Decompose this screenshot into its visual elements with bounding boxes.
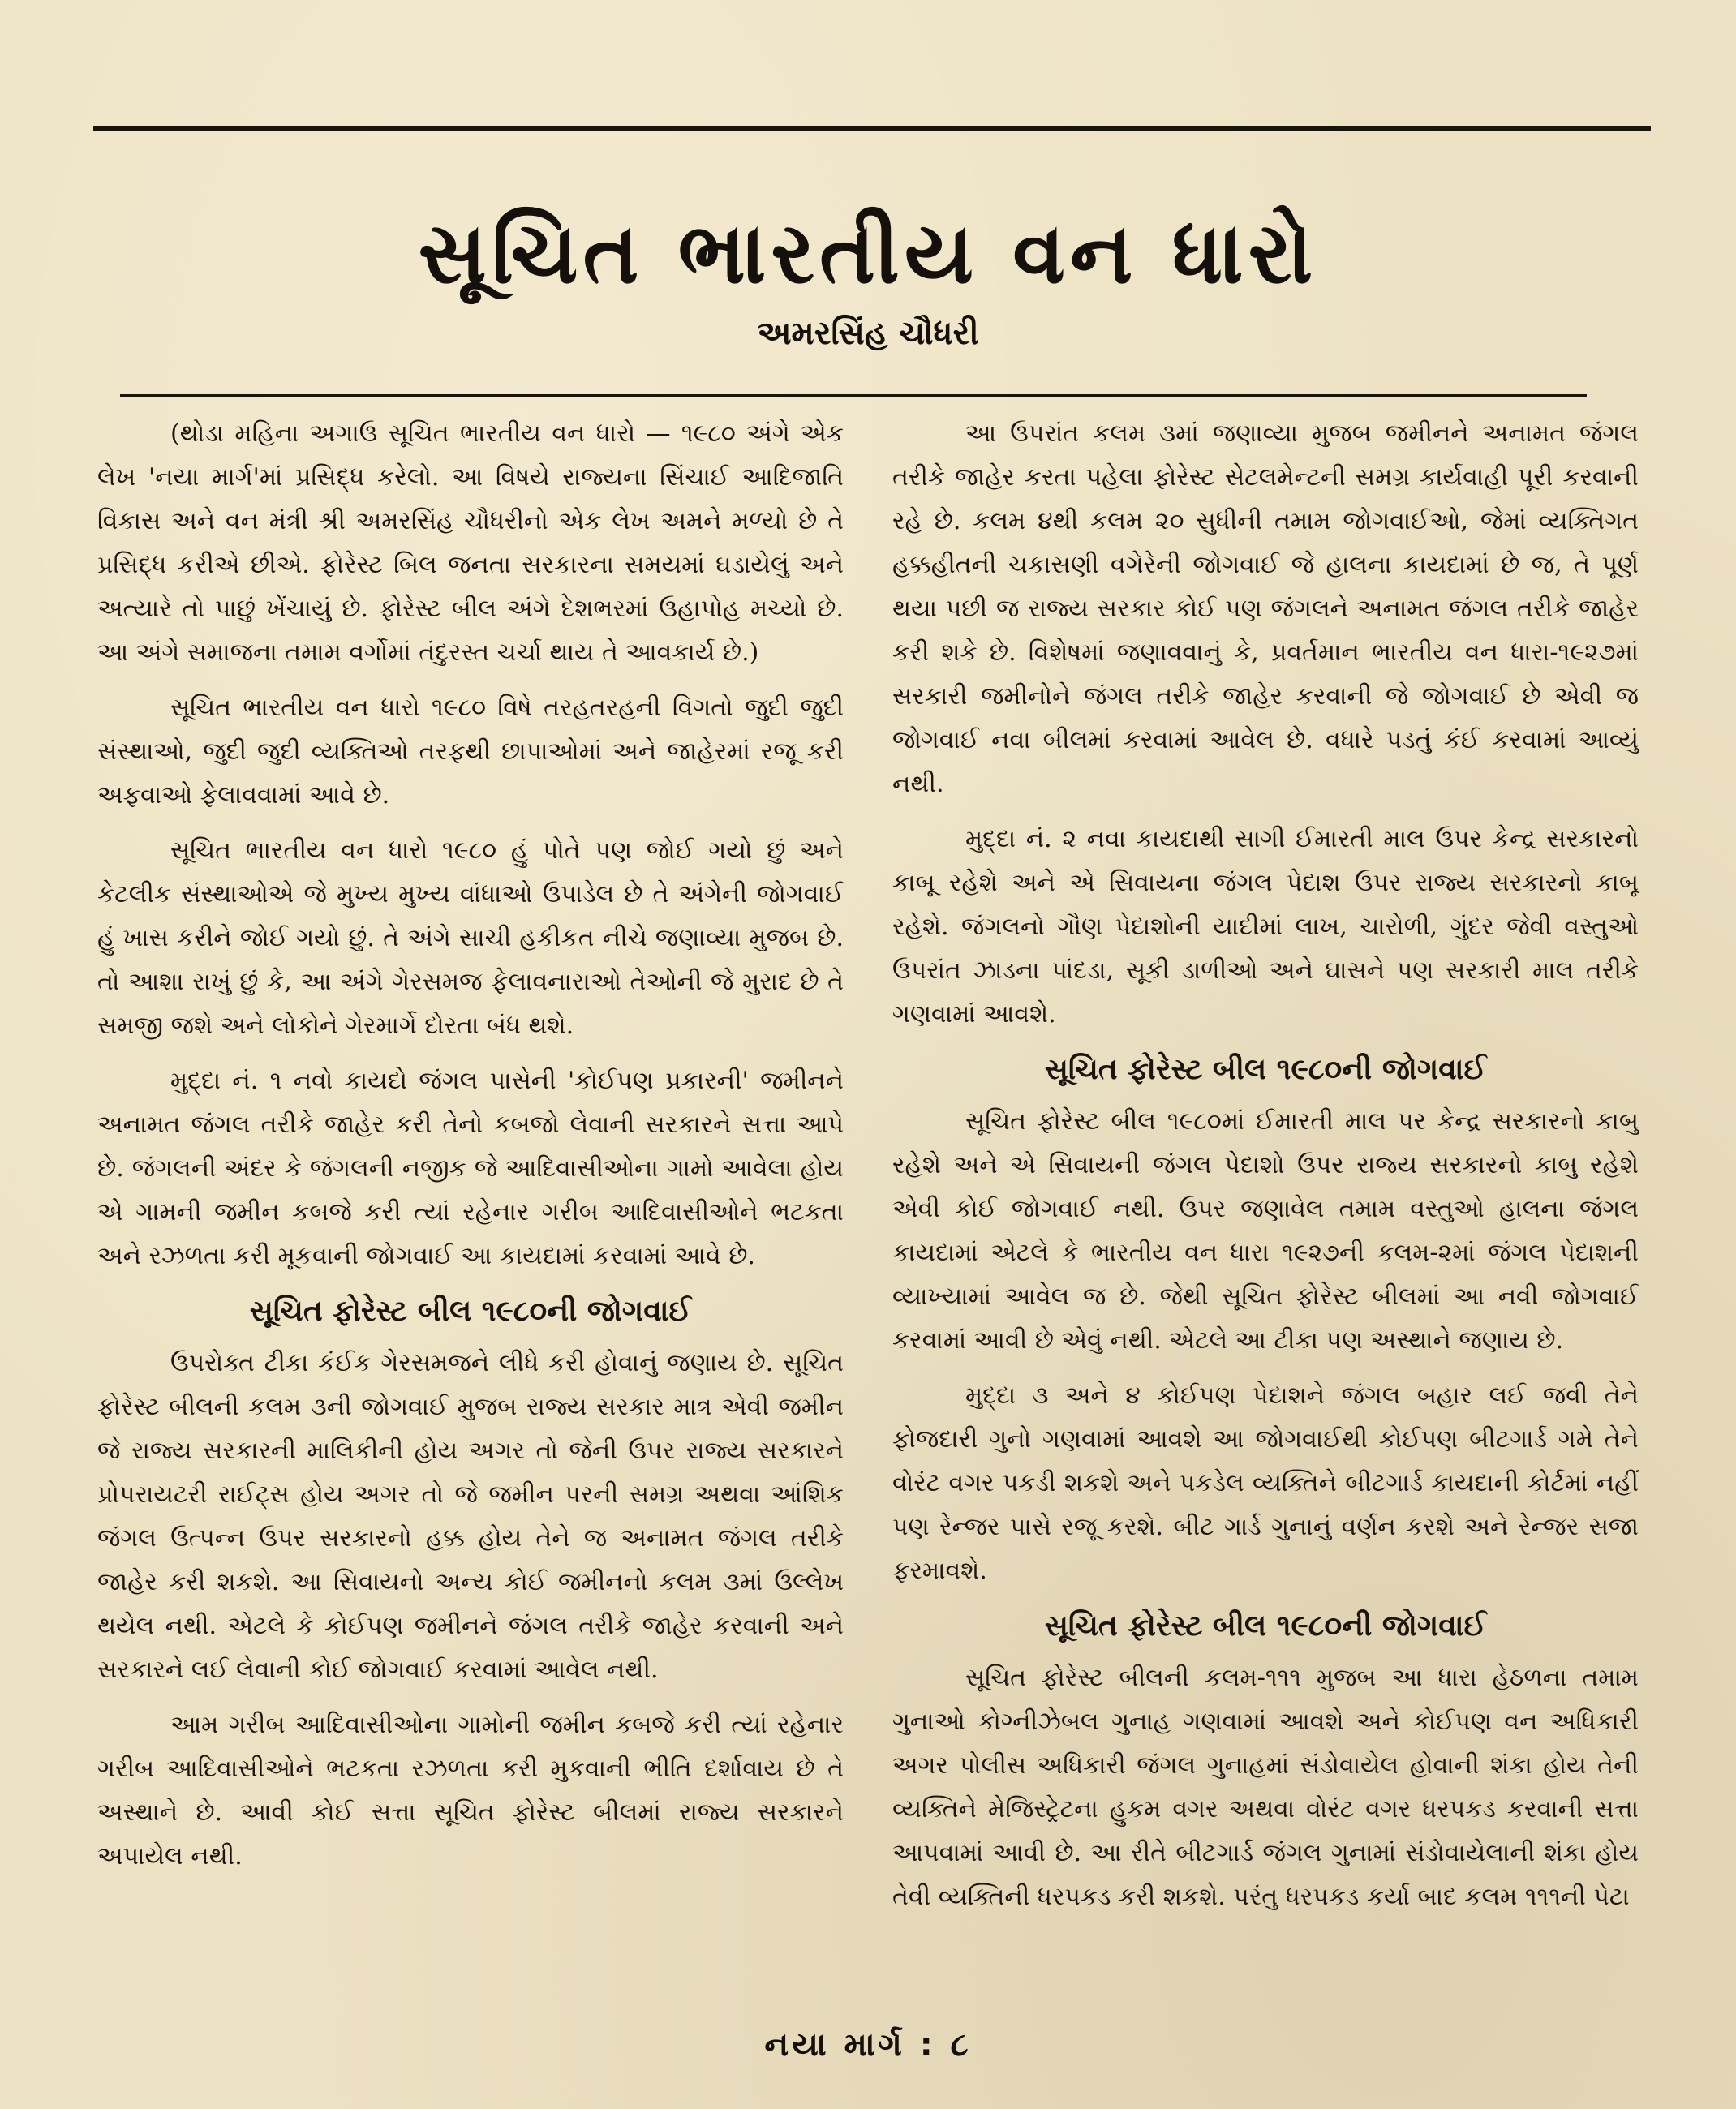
right-column: [892, 412, 1639, 1953]
article-author: અમરસિંહ ચૌધરી: [757, 315, 979, 352]
article-title: સૂચિત ભારતીય વન ધારો: [418, 203, 1318, 303]
section-heading: સૂચિત ફોરેસ્ટ બીલ ૧૯૮૦ની જોગવાઈ: [1044, 1609, 1487, 1643]
paragraph: આ ઉપરાંત કલમ ૩માં જણાવ્યા મુજબ જમીનને અનામત જંગલ તરીકે જાહેર કરતા પહેલા ફોરેસ્ટ સેટલમેન્ટની સમગ્ર કાર્યવાહી પૂરી કરવાની રહે છે. કલમ ૪થી કલમ ૨૦ સુધીની તમામ જોગવાઈઓ, જેમાં વ્યક્તિગત હક્કહીતની ચકાસણી વગેરેની જોગવાઈ જે હાલના કાયદામાં છે જ, તે પૂર્ણ થયા પછી જ રાજ્ય સરકાર કોઈ પણ જંગલને અનામત જંગલ તરીકે જાહેર કરી શકે છે. વિશેષમાં જણાવવાનું કે, પ્રવર્તમાન ભારતીય વન ધારા-૧૯૨૭માં સરકારી જમીનોને જંગલ તરીકે જાહેર કરવાની જે જોગવાઈ છે એવી જ જોગવાઈ નવા બીલમાં કરવામાં આવેલ છે. વધારે પડતું કંઈ કરવામાં આવ્યું નથી.: [892, 419, 1639, 798]
paragraph: ઉપરોક્ત ટીકા કંઈક ગેરસમજને લીધે કરી હોવાનું જણાય છે. સૂચિત ફોરેસ્ટ બીલની કલમ ૩ની જોગવાઈ મુજબ રાજ્ય સરકાર માત્ર એવી જમીન જે રાજ્ય સરકારની માલિકીની હોય અગર તો જેની ઉપર રાજ્ય સરકારને પ્રોપરાયટરી રાઈટ્સ હોય અગર તો જે જમીન પરની સમગ્ર અથવા આંશિક જંગલ ઉત્પન્ન ઉપર સરકારનો હક્ક હોય તેને જ અનામત જંગલ તરીકે જાહેર કરી શકશે. આ સિવાયનો અન્ય કોઈ જમીનનો કલમ ૩માં ઉલ્લેખ થયેલ નથી. એટલે કે કોઈપણ જમીનને જંગલ તરીકે જાહેર કરવાની અને સરકારને લઈ લેવાની કોઈ જોગવાઈ કરવામાં આવેલ નથી.: [97, 1349, 844, 1684]
paragraph: મુદ્દા નં. ૧ નવો કાયદો જંગલ પાસેની 'કોઈપણ પ્રકારની' જમીનને અનામત જંગલ તરીકે જાહેર કરી તેનો કબજો લેવાની સરકારને સત્તા આપે છે. જંગલની અંદર કે જંગલની નજીક જે આદિવાસીઓના ગામો આવેલા હોય એ ગામની જમીન કબજે કરી ત્યાં રહેનાર ગરીબ આદિવાસીઓને ભટકતા અને રઝળતા કરી મૂકવાની જોગવાઈ આ કાયદામાં કરવામાં આવે છે.: [97, 1067, 844, 1270]
paragraph: મુદ્દા નં. ૨ નવા કાયદાથી સાગી ઈમારતી માલ ઉપર કેન્દ્ર સરકારનો કાબૂ રહેશે અને એ સિવાયના જંગલ પેદાશ ઉપર રાજ્ય સરકારનો કાબૂ રહેશે. જંગલનો ગૌણ પેદાશોની યાદીમાં લાખ, ચારોળી, ગુંદર જેવી વસ્તુઓ ઉપરાંત ઝાડના પાંદડા, સૂકી ડાળીઓ અને ઘાસને પણ સરકારી માલ તરીકે ગણવામાં આવશે.: [892, 825, 1639, 1029]
paragraph: (થોડા મહિના અગાઉ સૂચિત ભારતીય વન ધારો — ૧૯૮૦ અંગે એક લેખ 'નયા માર્ગ'માં પ્રસિદ્ધ કરેલો. આ વિષયે રાજ્યના સિંચાઈ આદિજાતિ વિકાસ અને વન મંત્રી શ્રી અમરસિંહ ચૌધરીનો એક લેખ અમને મળ્યો છે તે પ્રસિદ્ધ કરીએ છીએ. ફોરેસ્ટ બિલ જનતા સરકારના સમયમાં ઘડાયેલું અને અત્યારે તો પાછું ખેંચાયું છે. ફોરેસ્ટ બીલ અંગે દેશભરમાં ઉહાપોહ મચ્યો છે. આ અંગે સમાજના તમામ વર્ગોમાં તંદુરસ્ત ચર્ચા થાય તે આવકાર્ય છે.): [97, 419, 844, 667]
section-heading: સૂચિત ફોરેસ્ટ બીલ ૧૯૮૦ની જોગવાઈ: [249, 1295, 692, 1328]
paragraph: સૂચિત ફોરેસ્ટ બીલ ૧૯૮૦માં ઈમારતી માલ પર કેન્દ્ર સરકારનો કાબુ રહેશે અને એ સિવાયની જંગલ પેદાશો ઉપર રાજ્ય સરકારનો કાબુ રહેશે એવી કોઈ જોગવાઈ નથી. ઉપર જણાવેલ તમામ વસ્તુઓ હાલના જંગલ કાયદામાં એટલે કે ભારતીય વન ધારા ૧૯૨૭ની કલમ-૨માં જંગલ પેદાશની વ્યાખ્યામાં આવેલ જ છે. જેથી સૂચિત ફોરેસ્ટ બીલમાં આ નવી જોગવાઈ કરવામાં આવી છે એવું નથી. એટલે આ ટીકા પણ અસ્થાને જણાય છે.: [892, 1107, 1639, 1355]
paragraph: આમ ગરીબ આદિવાસીઓના ગામોની જમીન કબજે કરી ત્યાં રહેનાર ગરીબ આદિવાસીઓને ભટકતા રઝળતા કરી મુકવાની ભીતિ દર્શાવાય છે તે અસ્થાને છે. આવી કોઈ સત્તા સૂચિત ફોરેસ્ટ બીલમાં રાજ્ય સરકારને અપાયેલ નથી.: [97, 1711, 844, 1871]
paragraph: સૂચિત ભારતીય વન ધારો ૧૯૮૦ હું પોતે પણ જોઈ ગયો છું અને કેટલીક સંસ્થાઓએ જે મુખ્ય મુખ્ય વાંધાઓ ઉપાડેલ છે તે અંગેની જોગવાઈ હું ખાસ કરીને જોઈ ગયો છું. તે અંગે સાચી હકીકત નીચે જણાવ્યા મુજબ છે. તો આશા રાખું છું કે, આ અંગે ગેરસમજ ફેલાવનારાઓ તેઓની જે મુરાદ છે તે સમજી જશે અને લોકોને ગેરમાર્ગે દોરતા બંધ થશે.: [97, 836, 844, 1040]
left-column: [97, 412, 844, 1953]
header-divider: [120, 394, 1587, 397]
paragraph: સૂચિત ફોરેસ્ટ બીલની કલમ-૧૧૧ મુજબ આ ધારા હેઠળના તમામ ગુનાઓ કોગ્નીઝેબલ ગુનાહ ગણવામાં આવશે અને કોઈપણ વન અધિકારી અગર પોલીસ અધિકારી જંગલ ગુનાહમાં સંડોવાયેલ હોવાની શંકા હોય તેની વ્યક્તિને મેજિસ્ટ્રેટના હુકમ વગર અથવા વોરંટ વગર ધરપકડ કરવાની સત્તા આપવામાં આવી છે. આ રીતે બીટગાર્ડ જંગલ ગુનામાં સંડોવાયેલાની શંકા હોય તેવી વ્યક્તિની ધરપકડ કરી શકશે. પરંતુ ધરપકડ કર્યા બાદ કલમ ૧૧૧ની પેટા: [892, 1664, 1639, 1911]
top-rule: [93, 126, 1651, 131]
paragraph: સૂચિત ભારતીય વન ધારો ૧૯૮૦ વિષે તરહતરહની વિગતો જુદી જુદી સંસ્થાઓ, જુદી જુદી વ્યક્તિઓ તરફથી છાપાઓમાં અને જાહેરમાં રજૂ કરી અફવાઓ ફેલાવવામાં આવે છે.: [97, 694, 844, 810]
paragraph: મુદ્દા ૩ અને ૪ કોઈપણ પેદાશને જંગલ બહાર લઈ જવી તેને ફોજદારી ગુનો ગણવામાં આવશે આ જોગવાઈથી કોઈપણ બીટગાર્ડ ગમે તેને વોરંટ વગર પકડી શકશે અને પકડેલ વ્યક્તિને બીટગાર્ડ કાયદાની કોર્ટમાં નહીં પણ રેન્જર પાસે રજૂ કરશે. બીટ ગાર્ડ ગુનાનું વર્ણન કરશે અને રેન્જર સજા ફરમાવશે.: [892, 1381, 1639, 1585]
page-footer: નયા માર્ગ : ૮: [764, 2026, 972, 2064]
section-heading: સૂચિત ફોરેસ્ટ બીલ ૧૯૮૦ની જોગવાઈ: [1044, 1053, 1487, 1086]
